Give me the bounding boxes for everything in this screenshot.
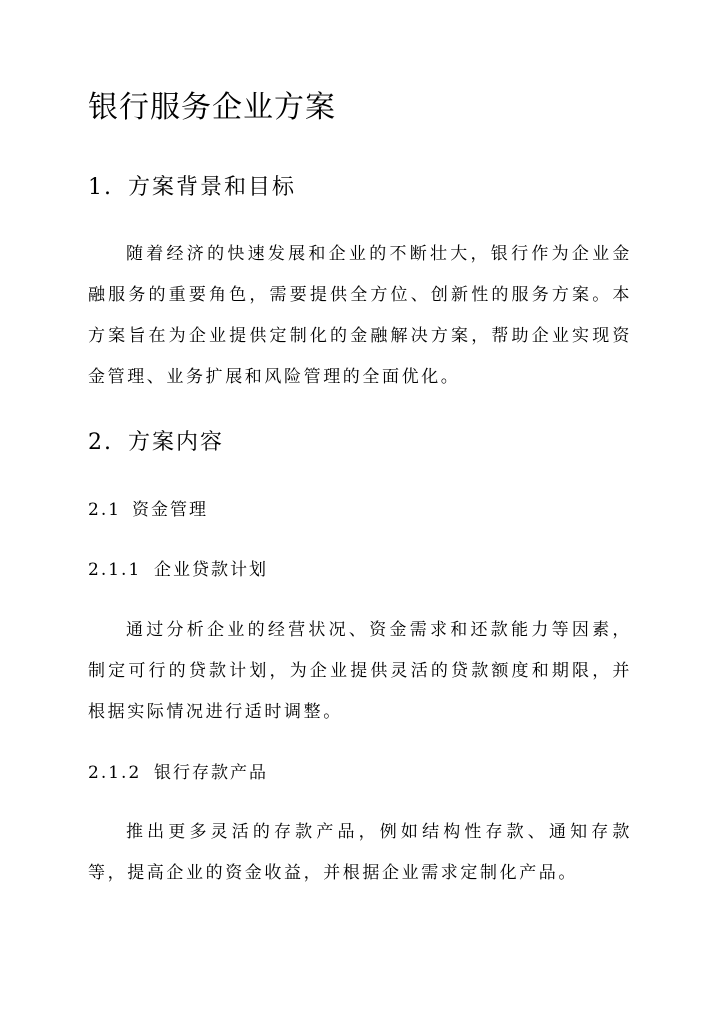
section-number: 1.	[88, 175, 113, 200]
item-paragraph-loan-plan: 通过分析企业的经营状况、资金需求和还款能力等因素，制定可行的贷款计划，为企业提供灵活的贷款额度和期限，并根据实际情况进行适时调整。	[88, 620, 632, 722]
section-title: 方案背景和目标	[128, 175, 297, 200]
section-heading-2	[88, 427, 224, 459]
item-title: 银行存款产品	[154, 763, 268, 783]
section-heading-1	[88, 172, 296, 204]
subsection-heading-2-1	[88, 497, 208, 523]
item-heading-2-1-1	[88, 557, 268, 583]
document-title: 银行服务企业方案	[88, 90, 336, 125]
item-number: 2.1.2	[88, 763, 142, 783]
item-number: 2.1.1	[88, 560, 142, 580]
item-paragraph-deposit-products: 推出更多灵活的存款产品，例如结构性存款、通知存款等，提高企业的资金收益，并根据企业需求定制化产品。	[88, 822, 632, 883]
item-heading-2-1-2	[88, 760, 268, 786]
item-title: 企业贷款计划	[154, 560, 268, 580]
subsection-title: 资金管理	[132, 500, 208, 520]
section-paragraph-background: 随着经济的快速发展和企业的不断壮大，银行作为企业金融服务的重要角色，需要提供全方位、创新性的服务方案。本方案旨在为企业提供定制化的金融解决方案，帮助企业实现资金管理、业务扩展和风险管理的全面优化。	[88, 244, 632, 387]
section-number: 2.	[88, 430, 113, 455]
subsection-number: 2.1	[88, 500, 122, 520]
section-title: 方案内容	[128, 430, 225, 455]
